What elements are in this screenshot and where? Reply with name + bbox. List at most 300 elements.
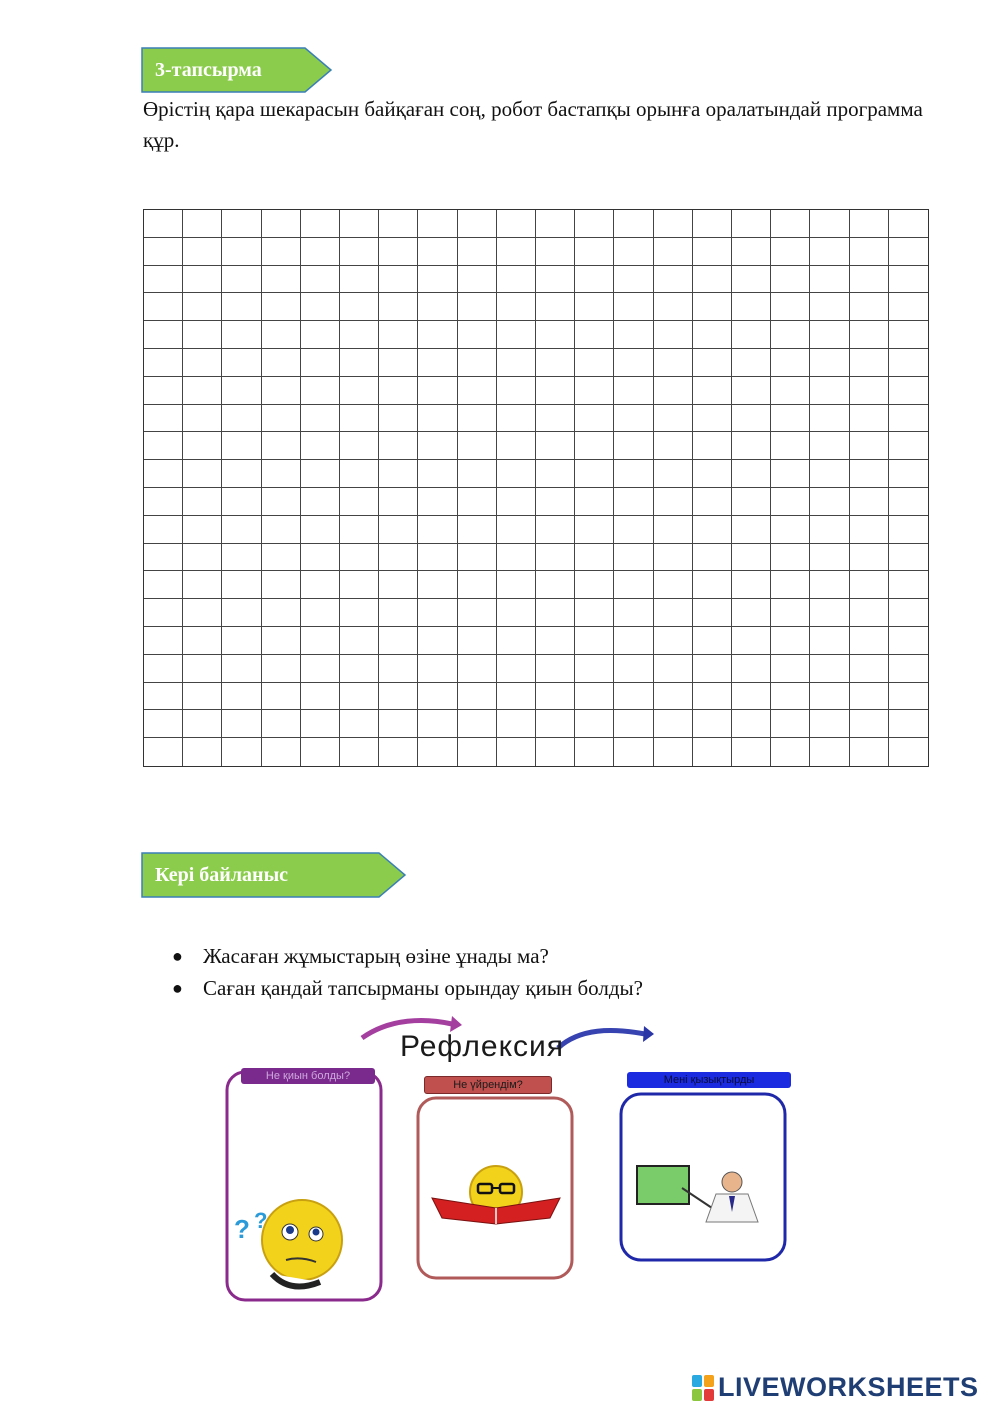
grid-cell <box>536 683 575 711</box>
grid-cell <box>889 405 928 433</box>
grid-cell <box>222 432 261 460</box>
grid-cell <box>222 238 261 266</box>
grid-cell <box>654 460 693 488</box>
grid-cell <box>771 599 810 627</box>
grid-cell <box>614 377 653 405</box>
grid-cell <box>262 655 301 683</box>
grid-cell <box>340 377 379 405</box>
grid-cell <box>458 238 497 266</box>
grid-cell <box>810 710 849 738</box>
grid-cell <box>810 460 849 488</box>
grid-cell <box>183 377 222 405</box>
grid-cell <box>810 738 849 766</box>
grid-cell <box>458 544 497 572</box>
grid-cell <box>262 488 301 516</box>
grid-cell <box>536 710 575 738</box>
grid-cell <box>771 516 810 544</box>
grid-cell <box>458 405 497 433</box>
grid-cell <box>144 544 183 572</box>
grid-cell <box>458 710 497 738</box>
grid-cell <box>575 655 614 683</box>
grid-cell <box>889 460 928 488</box>
grid-cell <box>183 460 222 488</box>
grid-cell <box>379 488 418 516</box>
grid-cell <box>850 627 889 655</box>
grid-cell <box>262 349 301 377</box>
grid-cell <box>771 432 810 460</box>
list-item <box>172 940 643 972</box>
grid-cell <box>654 377 693 405</box>
grid-cell <box>889 655 928 683</box>
grid-cell <box>850 683 889 711</box>
grid-cell <box>771 349 810 377</box>
grid-cell <box>458 683 497 711</box>
grid-cell <box>575 405 614 433</box>
grid-cell <box>497 544 536 572</box>
grid-cell <box>810 432 849 460</box>
grid-cell <box>810 238 849 266</box>
grid-cell <box>614 738 653 766</box>
grid-cell <box>458 655 497 683</box>
grid-cell <box>418 738 457 766</box>
grid-cell <box>693 544 732 572</box>
grid-cell <box>654 488 693 516</box>
task3-label-text: 3-тапсырма <box>155 58 262 81</box>
grid-cell <box>771 321 810 349</box>
grid-cell <box>183 571 222 599</box>
grid-cell <box>732 349 771 377</box>
grid-cell <box>301 655 340 683</box>
grid-cell <box>771 293 810 321</box>
grid-cell <box>458 349 497 377</box>
grid-cell <box>497 210 536 238</box>
grid-cell <box>575 293 614 321</box>
grid-cell <box>262 710 301 738</box>
grid-cell <box>222 405 261 433</box>
grid-cell <box>536 544 575 572</box>
grid-cell <box>732 488 771 516</box>
grid-cell <box>850 738 889 766</box>
grid-cell <box>340 266 379 294</box>
grid-cell <box>497 266 536 294</box>
grid-cell <box>183 683 222 711</box>
grid-cell <box>889 571 928 599</box>
grid-cell <box>850 710 889 738</box>
grid-cell <box>144 627 183 655</box>
grid-cell <box>693 460 732 488</box>
grid-cell <box>497 377 536 405</box>
grid-cell <box>850 349 889 377</box>
grid-cell <box>850 293 889 321</box>
grid-cell <box>340 210 379 238</box>
grid-cell <box>732 432 771 460</box>
grid-cell <box>693 321 732 349</box>
grid-cell <box>536 655 575 683</box>
grid-cell <box>222 210 261 238</box>
grid-cell <box>497 460 536 488</box>
feedback-questions <box>172 940 643 1004</box>
grid-cell <box>301 738 340 766</box>
grid-cell <box>222 377 261 405</box>
grid-cell <box>810 349 849 377</box>
grid-cell <box>732 683 771 711</box>
grid-cell <box>144 321 183 349</box>
grid-cell <box>693 349 732 377</box>
grid-cell <box>614 655 653 683</box>
grid-cell <box>301 683 340 711</box>
grid-cell <box>575 210 614 238</box>
grid-cell <box>810 544 849 572</box>
svg-text:?: ? <box>234 1214 250 1244</box>
grid-cell <box>575 683 614 711</box>
grid-cell <box>458 571 497 599</box>
grid-cell <box>144 210 183 238</box>
grid-cell <box>654 571 693 599</box>
grid-cell <box>732 710 771 738</box>
grid-cell <box>693 710 732 738</box>
grid-cell <box>614 683 653 711</box>
grid-cell <box>850 544 889 572</box>
grid-cell <box>301 571 340 599</box>
grid-cell <box>183 210 222 238</box>
arrow-right-icon <box>558 1031 645 1048</box>
grid-cell <box>693 599 732 627</box>
feedback-label-text: Кері байланыс <box>155 863 289 886</box>
grid-cell <box>575 710 614 738</box>
grid-cell <box>771 238 810 266</box>
grid-cell <box>183 627 222 655</box>
grid-cell <box>771 710 810 738</box>
grid-cell <box>340 683 379 711</box>
grid-cell <box>614 210 653 238</box>
grid-cell <box>771 738 810 766</box>
grid-cell <box>222 738 261 766</box>
grid-cell <box>810 377 849 405</box>
grid-cell <box>144 571 183 599</box>
grid-cell <box>222 349 261 377</box>
grid-cell <box>301 377 340 405</box>
grid-cell <box>458 266 497 294</box>
grid-cell <box>301 710 340 738</box>
grid-cell <box>379 683 418 711</box>
grid-cell <box>379 516 418 544</box>
grid-cell <box>889 683 928 711</box>
grid-cell <box>222 266 261 294</box>
grid-cell <box>889 238 928 266</box>
grid-cell <box>889 349 928 377</box>
grid-cell <box>144 738 183 766</box>
grid-cell <box>654 516 693 544</box>
grid-cell <box>536 405 575 433</box>
grid-cell <box>418 321 457 349</box>
grid-cell <box>693 266 732 294</box>
grid-cell <box>536 738 575 766</box>
grid-cell <box>262 627 301 655</box>
grid-cell <box>732 377 771 405</box>
grid-cell <box>850 266 889 294</box>
grid-cell <box>458 321 497 349</box>
grid-cell <box>418 377 457 405</box>
grid-cell <box>850 377 889 405</box>
grid-cell <box>340 571 379 599</box>
grid-cell <box>771 377 810 405</box>
grid-cell <box>850 405 889 433</box>
grid-cell <box>418 488 457 516</box>
grid-cell <box>301 516 340 544</box>
grid-cell <box>144 599 183 627</box>
grid-cell <box>379 710 418 738</box>
grid-cell <box>889 266 928 294</box>
grid-cell <box>614 627 653 655</box>
grid-cell <box>340 405 379 433</box>
grid-cell <box>654 321 693 349</box>
grid-cell <box>732 238 771 266</box>
grid-cell <box>144 238 183 266</box>
grid-cell <box>458 460 497 488</box>
grid-cell <box>850 321 889 349</box>
grid-cell <box>732 516 771 544</box>
grid-cell <box>418 544 457 572</box>
grid-cell <box>575 238 614 266</box>
grid-cell <box>497 599 536 627</box>
grid-cell <box>458 516 497 544</box>
grid-cell <box>144 516 183 544</box>
grid-cell <box>614 460 653 488</box>
grid-cell <box>144 405 183 433</box>
grid-cell <box>614 599 653 627</box>
grid-cell <box>889 210 928 238</box>
question-text: Жасаған жұмыстарың өзіне ұнады ма? <box>203 943 549 968</box>
grid-cell <box>301 321 340 349</box>
grid-cell <box>693 738 732 766</box>
grid-cell <box>614 710 653 738</box>
grid-cell <box>889 710 928 738</box>
grid-cell <box>183 349 222 377</box>
grid-cell <box>654 349 693 377</box>
grid-cell <box>301 210 340 238</box>
grid-cell <box>379 210 418 238</box>
grid-cell <box>262 210 301 238</box>
grid-cell <box>418 683 457 711</box>
feedback-label <box>142 853 406 897</box>
grid-cell <box>771 266 810 294</box>
grid-cell <box>732 293 771 321</box>
grid-cell <box>889 738 928 766</box>
reading-face-icon <box>432 1166 560 1224</box>
grid-cell <box>575 488 614 516</box>
grid-cell <box>144 710 183 738</box>
grid-cell <box>379 544 418 572</box>
grid-cell <box>536 627 575 655</box>
grid-cell <box>771 683 810 711</box>
grid-cell <box>732 599 771 627</box>
grid-cell <box>262 738 301 766</box>
grid-cell <box>810 293 849 321</box>
grid-cell <box>183 432 222 460</box>
grid-cell <box>262 405 301 433</box>
grid-cell <box>732 738 771 766</box>
grid-cell <box>262 599 301 627</box>
grid-cell <box>614 544 653 572</box>
grid-cell <box>379 266 418 294</box>
grid-cell <box>850 655 889 683</box>
grid-cell <box>183 405 222 433</box>
grid-cell <box>418 293 457 321</box>
grid-cell <box>771 627 810 655</box>
grid-cell <box>379 738 418 766</box>
grid-cell <box>497 683 536 711</box>
grid-cell <box>771 571 810 599</box>
grid-cell <box>654 710 693 738</box>
card-3-label: Мені қызықтырды <box>627 1072 791 1088</box>
svg-text:?: ? <box>254 1208 268 1233</box>
grid-cell <box>575 599 614 627</box>
grid-cell <box>693 432 732 460</box>
list-item <box>172 972 643 1004</box>
bullet-icon: ● <box>172 945 183 966</box>
grid-cell <box>614 349 653 377</box>
grid-cell <box>575 738 614 766</box>
grid-cell <box>144 488 183 516</box>
grid-cell <box>536 349 575 377</box>
grid-cell <box>850 571 889 599</box>
grid-cell <box>262 266 301 294</box>
grid-cell <box>575 571 614 599</box>
grid-cell <box>614 516 653 544</box>
grid-cell <box>693 238 732 266</box>
grid-cell <box>654 405 693 433</box>
grid-cell <box>497 738 536 766</box>
grid-cell <box>810 627 849 655</box>
grid-cell <box>810 516 849 544</box>
grid-cell <box>575 516 614 544</box>
grid-cell <box>614 432 653 460</box>
grid-cell <box>340 655 379 683</box>
teacher-board-icon <box>637 1166 758 1222</box>
grid-cell <box>301 488 340 516</box>
grid-cell <box>301 544 340 572</box>
grid-cell <box>889 293 928 321</box>
grid-cell <box>497 655 536 683</box>
grid-cell <box>183 655 222 683</box>
grid-cell <box>810 655 849 683</box>
grid-cell <box>222 571 261 599</box>
grid-cell <box>654 544 693 572</box>
grid-cell <box>850 210 889 238</box>
grid-cell <box>458 599 497 627</box>
grid-cell <box>732 544 771 572</box>
grid-cell <box>575 266 614 294</box>
grid-cell <box>536 571 575 599</box>
grid-cell <box>536 599 575 627</box>
grid-cell <box>458 488 497 516</box>
grid-cell <box>693 377 732 405</box>
grid-cell <box>418 210 457 238</box>
grid-cell <box>301 349 340 377</box>
grid-cell <box>301 293 340 321</box>
grid-cell <box>301 432 340 460</box>
grid-cell <box>340 238 379 266</box>
grid-cell <box>222 293 261 321</box>
grid-cell <box>183 488 222 516</box>
liveworksheets-logo-icon <box>692 1375 714 1401</box>
grid-cell <box>301 405 340 433</box>
grid-cell <box>732 266 771 294</box>
task3-instruction: Өрістің қара шекарасын байқаған соң, робот бастапқы орынға оралатындай программа құр. <box>143 97 923 152</box>
grid-cell <box>654 432 693 460</box>
grid-cell <box>144 432 183 460</box>
grid-cell <box>810 321 849 349</box>
grid-cell <box>771 655 810 683</box>
grid-cell <box>889 488 928 516</box>
grid-cell <box>458 210 497 238</box>
grid-cell <box>418 571 457 599</box>
grid-cell <box>693 683 732 711</box>
grid-cell <box>144 655 183 683</box>
grid-cell <box>850 516 889 544</box>
grid-cell <box>262 293 301 321</box>
grid-cell <box>144 266 183 294</box>
grid-cell <box>575 627 614 655</box>
grid-cell <box>340 349 379 377</box>
grid-cell <box>889 516 928 544</box>
grid-cell <box>379 349 418 377</box>
grid-cell <box>654 238 693 266</box>
grid-cell <box>262 683 301 711</box>
grid-cell <box>183 544 222 572</box>
grid-cell <box>575 321 614 349</box>
card-1-label: Не қиын болды? <box>241 1068 375 1084</box>
grid-cell <box>418 516 457 544</box>
grid-cell <box>654 210 693 238</box>
grid-cell <box>418 710 457 738</box>
grid-cell <box>810 405 849 433</box>
grid-cell <box>889 377 928 405</box>
grid-cell <box>144 349 183 377</box>
grid-cell <box>771 488 810 516</box>
grid-cell <box>889 627 928 655</box>
grid-cell <box>497 405 536 433</box>
grid-cell <box>183 516 222 544</box>
grid-cell <box>418 349 457 377</box>
grid-cell <box>810 599 849 627</box>
grid-cell <box>575 377 614 405</box>
grid-cell <box>575 349 614 377</box>
grid-cell <box>301 599 340 627</box>
grid-cell <box>458 293 497 321</box>
grid-cell <box>262 460 301 488</box>
grid-cell <box>379 321 418 349</box>
grid-cell <box>340 432 379 460</box>
grid-cell <box>810 488 849 516</box>
grid-cell <box>654 627 693 655</box>
grid-cell <box>850 238 889 266</box>
card-2-label: Не үйрендім? <box>424 1076 552 1094</box>
brand-text: LIVEWORKSHEETS <box>718 1372 979 1402</box>
grid-cell <box>183 266 222 294</box>
grid-cell <box>693 627 732 655</box>
grid-cell <box>497 293 536 321</box>
grid-cell <box>889 321 928 349</box>
liveworksheets-footer <box>692 1372 979 1403</box>
bullet-icon: ● <box>172 977 183 998</box>
grid-cell <box>262 377 301 405</box>
grid-cell <box>771 405 810 433</box>
grid-cell <box>654 599 693 627</box>
question-text: Саған қандай тапсырманы орындау қиын болды? <box>203 975 643 1000</box>
grid-cell <box>850 599 889 627</box>
grid-cell <box>614 321 653 349</box>
